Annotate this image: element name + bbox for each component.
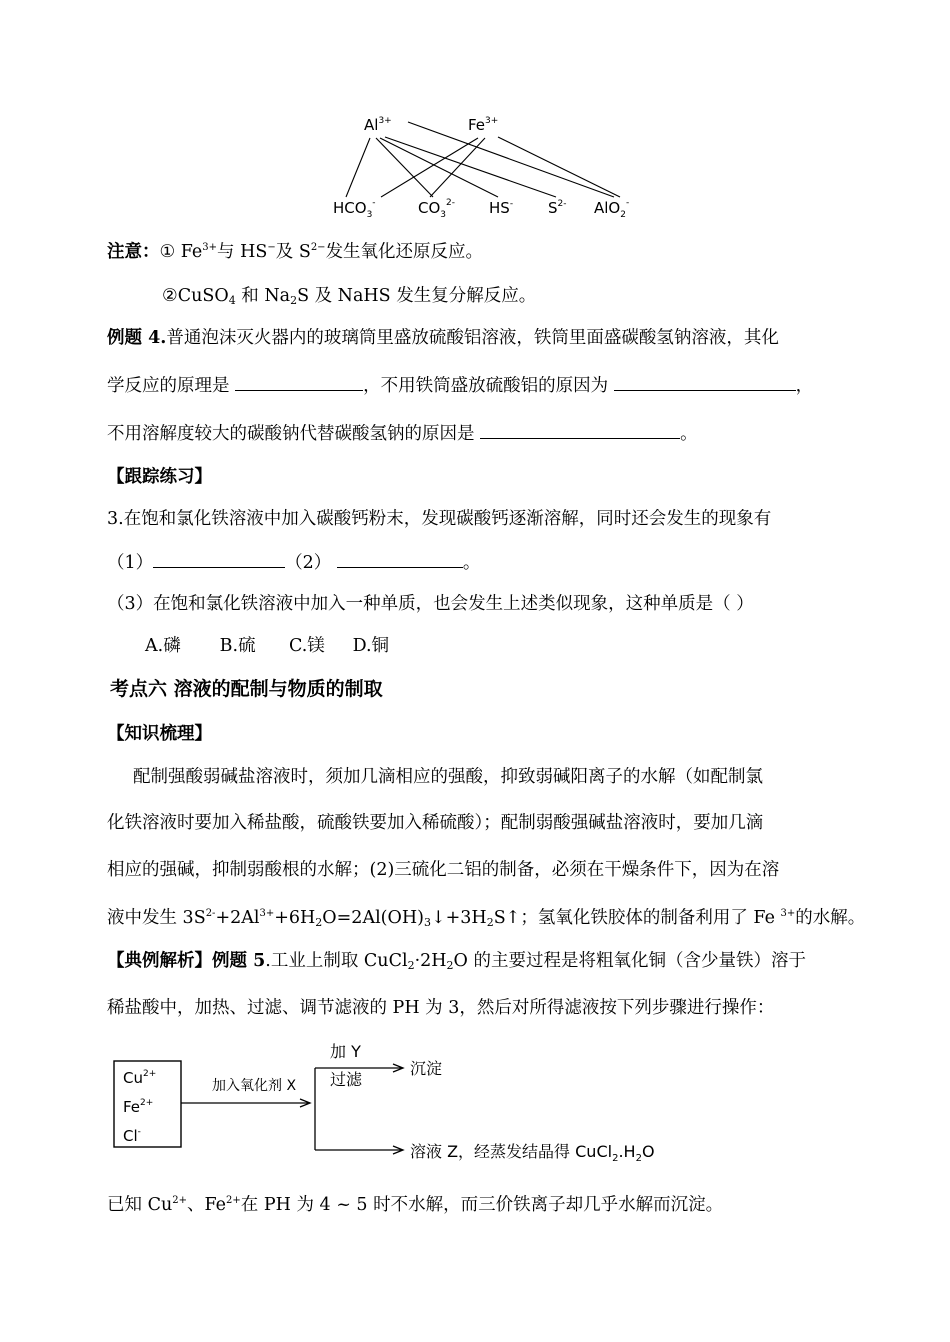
cation-fe: $Fe^{3+}$ [468, 116, 499, 134]
anion-hco3: $HCO_3^-$ [333, 198, 376, 220]
ion-reaction-diagram [0, 0, 950, 230]
knowledge-para-line-2: 化铁溶液时要加入稀盐酸，硫酸铁要加入稀硫酸）；配制弱酸强碱盐溶液时，要加几滴 [107, 813, 764, 833]
knowledge-para-line-3: 相应的强碱，抑制弱酸根的水解；(2)三硫化二铝的制备，必须在干燥条件下，因为在溶 [107, 860, 780, 880]
question3-line-3: （3）在饱和氯化铁溶液中加入一种单质，也会发生上述类似现象，这种单质是（ ） [107, 594, 754, 614]
example4-label: 例题 4. [107, 328, 167, 348]
result-precipitate: 沉淀 [410, 1059, 443, 1078]
answer-blank[interactable] [153, 549, 285, 568]
ion-box [114, 1061, 181, 1147]
answer-blank[interactable] [235, 372, 363, 391]
section-title: 考点六 溶液的配制与物质的制取 [110, 678, 383, 700]
example5-line-1: 【典例解析】例题 5.工业上制取 $CuCl_2\cdot 2H_2O$ 的主要过程是将粗氧化铜（含少量铁）溶于 [107, 951, 806, 972]
anion-alo2: AlO$_2$- [594, 198, 630, 220]
answer-blank[interactable] [480, 420, 680, 439]
flow-arrows [181, 1064, 403, 1154]
box-ion-fe: $Fe^{2+}$ [123, 1098, 154, 1116]
upper-label-filter: 过滤 [330, 1070, 363, 1089]
answer-blank[interactable] [614, 372, 796, 391]
knowledge-heading: 【知识梳理】 [107, 724, 212, 744]
question3-line-2: （1） （2） 。 [107, 549, 480, 575]
example4-line-1: 例题 4.普通泡沫灭火器内的玻璃筒里盛放硫酸铝溶液，铁筒里面盛碳酸氢钠溶液，其化 [107, 328, 779, 348]
anion-s: $S^{2-}$ [548, 199, 567, 217]
arrow-label-oxidant: 加入氧化剂 X [212, 1078, 297, 1094]
result-solution-z: 溶液 Z，经蒸发结晶得 $CuCl_2.H_2O$ [410, 1142, 655, 1164]
example5-line-2: 稀盐酸中，加热、过滤、调节滤液的 PH 为 3，然后对所得滤液按下列步骤进行操作： [107, 998, 775, 1018]
cation-al: $Al^{3+}$ [364, 116, 392, 134]
knowledge-para-line-4: 液中发生 $3S^{2-}+2Al^{3+}+6H_2O=2Al(OH)_3↓+3H_2S↑$；氢氧化铁胶体的制备利用了 Fe $^{3+}$的水解。 [107, 908, 866, 929]
box-ion-cu: $Cu^{2+}$ [123, 1069, 157, 1087]
example4-line-3: 不用溶解度较大的碳酸钠代替碳酸氢钠的原因是 。 [107, 420, 698, 446]
box-ion-cl: Cl- [123, 1127, 141, 1145]
known-conditions: 已知 $Cu^{2+}$、$Fe^{2+}$在 PH 为 4 ~ 5 时不水解，而三价铁离子却几乎水解而沉淀。 [107, 1195, 724, 1215]
anion-co3: $CO_3^{2-}$ [418, 198, 455, 220]
anion-hs: HS- [489, 199, 514, 217]
example4-line-2: 学反应的原理是 ，不用铁筒盛放硫酸铝的原因为 ， [107, 372, 813, 398]
practice-heading: 【跟踪练习】 [107, 467, 212, 487]
question3-line-1: 3.在饱和氯化铁溶液中加入碳酸钙粉末，发现碳酸钙逐渐溶解，同时还会发生的现象有 [107, 509, 772, 529]
question3-options: A.磷 B.硫 C.镁 D.铜 [145, 636, 390, 656]
upper-label-add-y: 加 Y [330, 1042, 361, 1061]
note-label: 注意： [107, 242, 160, 262]
answer-blank[interactable] [337, 549, 463, 568]
note-line-2: ②CuSO$_4$ 和 $Na_2S$ 及 NaHS 发生复分解反应。 [162, 286, 537, 307]
knowledge-para-line-1: 配制强酸弱碱盐溶液时，须加几滴相应的强酸，抑致弱碱阳离子的水解（如配制氯 [133, 767, 763, 787]
note-line-1: 注意：① $Fe^{3+}$与 HS−及 $S^{2-}$发生氧化还原反应。 [107, 242, 484, 262]
